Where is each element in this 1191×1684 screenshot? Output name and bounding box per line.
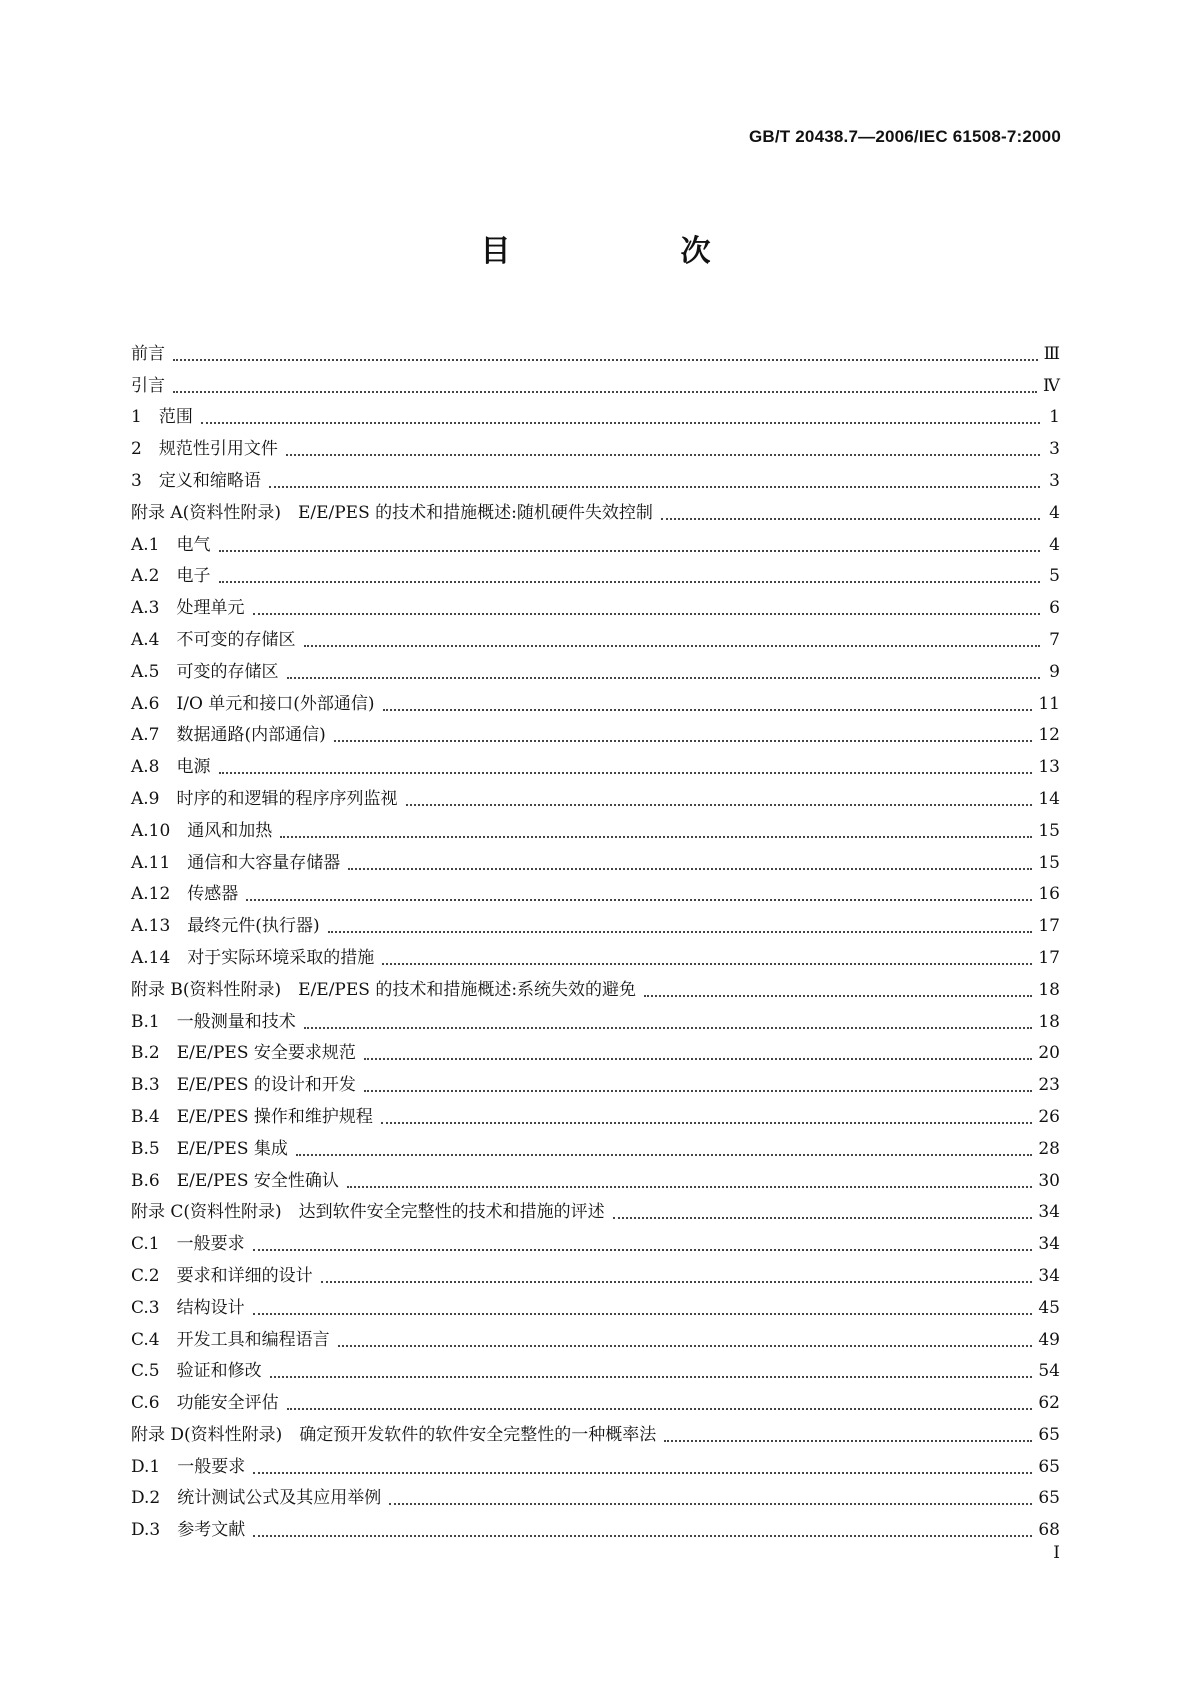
- toc-entry[interactable]: [131, 937, 1060, 969]
- dot-leader: [246, 889, 1032, 901]
- dot-leader: [334, 730, 1033, 742]
- toc-entry-page: 11: [1038, 693, 1060, 714]
- dot-leader: [219, 571, 1041, 583]
- dot-leader: [406, 794, 1033, 806]
- toc-entry-label: C.6 功能安全评估: [131, 1393, 279, 1414]
- toc-entry-page: 3: [1049, 470, 1060, 491]
- toc-entry[interactable]: [131, 1096, 1060, 1128]
- dot-leader: [348, 858, 1032, 870]
- toc-entry-label: C.2 要求和详细的设计: [131, 1265, 313, 1286]
- toc-entry[interactable]: [131, 1255, 1060, 1287]
- dot-leader: [269, 476, 1040, 488]
- toc-entry[interactable]: [131, 1351, 1060, 1383]
- toc-entry[interactable]: [131, 428, 1060, 460]
- toc-entry[interactable]: [131, 492, 1060, 524]
- toc-entry-page: 3: [1049, 439, 1060, 460]
- toc-entry-page: 34: [1038, 1265, 1060, 1286]
- toc-entry-label: A.5 可变的存储区: [131, 661, 279, 682]
- dot-leader: [287, 1398, 1033, 1410]
- toc-entry-label: B.2 E/E/PES 安全要求规范: [131, 1043, 356, 1064]
- toc-entry-page: 12: [1038, 725, 1060, 746]
- dot-leader: [201, 412, 1040, 424]
- toc-entry-page: Ⅲ: [1043, 343, 1060, 364]
- toc-entry-label: A.9 时序的和逻辑的程序序列监视: [131, 788, 398, 809]
- toc-entry-label: B.4 E/E/PES 操作和维护规程: [131, 1106, 373, 1127]
- toc-entry[interactable]: [131, 1382, 1060, 1414]
- toc-entry-page: 65: [1038, 1488, 1060, 1509]
- toc-entry-page: 1: [1049, 407, 1060, 428]
- toc-entry[interactable]: [131, 683, 1060, 715]
- toc-entry-page: 13: [1038, 757, 1060, 778]
- toc-entry-label: 2 规范性引用文件: [131, 439, 278, 460]
- toc-entry-label: A.13 最终元件(执行器): [131, 916, 320, 937]
- dot-leader: [296, 1144, 1032, 1156]
- toc-entry-label: D.2 统计测试公式及其应用举例: [131, 1488, 382, 1509]
- toc-entry[interactable]: [131, 1001, 1060, 1033]
- toc-entry-page: 54: [1038, 1361, 1060, 1382]
- toc-entry-page: 23: [1038, 1075, 1060, 1096]
- dot-leader: [644, 985, 1032, 997]
- toc-entry[interactable]: [131, 587, 1060, 619]
- toc-entry[interactable]: [131, 1414, 1060, 1446]
- toc-entry-label: C.4 开发工具和编程语言: [131, 1329, 330, 1350]
- toc-entry[interactable]: [131, 1033, 1060, 1065]
- dot-leader: [253, 1462, 1032, 1474]
- toc-entry[interactable]: [131, 460, 1060, 492]
- toc-entry-label: 引言: [131, 375, 165, 396]
- toc-entry-label: D.1 一般要求: [131, 1456, 246, 1477]
- toc-entry-page: 30: [1038, 1170, 1060, 1191]
- toc-entry-label: B.6 E/E/PES 安全性确认: [131, 1170, 339, 1191]
- toc-entry-label: D.3 参考文献: [131, 1520, 246, 1541]
- toc-entry[interactable]: [131, 746, 1060, 778]
- dot-leader: [304, 1017, 1033, 1029]
- dot-leader: [389, 1493, 1032, 1505]
- dot-leader: [253, 1525, 1032, 1537]
- toc-entry[interactable]: [131, 874, 1060, 906]
- dot-leader: [613, 1207, 1033, 1219]
- toc-entry-label: A.8 电源: [131, 757, 211, 778]
- dot-leader: [253, 603, 1041, 615]
- toc-entry[interactable]: [131, 715, 1060, 747]
- toc-entry-label: A.6 I/O 单元和接口(外部通信): [131, 693, 375, 714]
- toc-entry-page: 20: [1038, 1043, 1060, 1064]
- toc-entry-label: C.1 一般要求: [131, 1234, 245, 1255]
- toc-entry-page: 65: [1038, 1456, 1060, 1477]
- toc-entry-page: 17: [1038, 916, 1060, 937]
- toc-entry-page: 62: [1038, 1393, 1060, 1414]
- dot-leader: [253, 1239, 1033, 1251]
- toc-entry[interactable]: [131, 1128, 1060, 1160]
- toc-entry-label: 1 范围: [131, 407, 193, 428]
- dot-leader: [253, 1303, 1033, 1315]
- toc-entry-page: 28: [1038, 1138, 1060, 1159]
- standard-code: GB/T 20438.7—2006/IEC 61508-7:2000: [748, 127, 1061, 146]
- toc-entry-label: C.5 验证和修改: [131, 1361, 262, 1382]
- toc-entry-label: B.1 一般测量和技术: [131, 1011, 296, 1032]
- dot-leader: [219, 540, 1041, 552]
- page-title: 目 次: [480, 234, 781, 269]
- toc-entry[interactable]: [131, 619, 1060, 651]
- page-number: Ⅰ: [1053, 1543, 1060, 1563]
- dot-leader: [347, 1176, 1032, 1188]
- dot-leader: [304, 635, 1041, 647]
- dot-leader: [338, 1335, 1033, 1347]
- dot-leader: [364, 1048, 1032, 1060]
- toc-entry-page: 14: [1038, 788, 1060, 809]
- toc-entry[interactable]: [131, 1287, 1060, 1319]
- toc-entry[interactable]: [131, 397, 1060, 429]
- toc-entry-page: 4: [1049, 534, 1060, 555]
- toc-entry-page: 15: [1038, 820, 1060, 841]
- toc-entry-page: 18: [1038, 979, 1060, 1000]
- toc-entry[interactable]: [131, 1064, 1060, 1096]
- toc-entry-page: 15: [1038, 852, 1060, 873]
- toc-entry[interactable]: [131, 778, 1060, 810]
- toc-entry-label: 附录 B(资料性附录) E/E/PES 的技术和措施概述:系统失效的避免: [131, 979, 637, 1000]
- toc-entry-page: 17: [1038, 947, 1060, 968]
- toc-entry-label: C.3 结构设计: [131, 1297, 245, 1318]
- dot-leader: [321, 1271, 1033, 1283]
- toc-entry-label: 3 定义和缩略语: [131, 470, 261, 491]
- toc-entry-label: A.3 处理单元: [131, 598, 245, 619]
- toc-entry[interactable]: [131, 1160, 1060, 1192]
- dot-leader: [219, 762, 1033, 774]
- dot-leader: [661, 508, 1040, 520]
- dot-leader: [381, 1112, 1032, 1124]
- toc-entry-label: A.14 对于实际环境采取的措施: [131, 947, 375, 968]
- toc-entry-label: 附录 D(资料性附录) 确定预开发软件的软件安全完整性的一种概率法: [131, 1424, 657, 1445]
- toc-entry-label: 前言: [131, 343, 165, 364]
- toc-entry[interactable]: [131, 1223, 1060, 1255]
- toc-entry[interactable]: [131, 1509, 1060, 1541]
- toc-entry-page: 7: [1049, 629, 1060, 650]
- toc-entry[interactable]: [131, 1446, 1060, 1478]
- toc-entry-page: 34: [1038, 1234, 1060, 1255]
- toc-entry-label: A.2 电子: [131, 566, 211, 587]
- toc-entry[interactable]: [131, 1319, 1060, 1351]
- dot-leader: [664, 1430, 1032, 1442]
- toc-entry[interactable]: [131, 651, 1060, 683]
- dot-leader: [173, 381, 1037, 393]
- toc-entry-page: 4: [1049, 502, 1060, 523]
- toc-entry-page: 16: [1038, 884, 1060, 905]
- toc-entry[interactable]: [131, 1192, 1060, 1224]
- dot-leader: [364, 1080, 1032, 1092]
- toc-entry-page: 68: [1038, 1520, 1060, 1541]
- toc-entry-page: 5: [1049, 566, 1060, 587]
- toc-entry-page: 65: [1038, 1424, 1060, 1445]
- toc-entry-label: B.5 E/E/PES 集成: [131, 1138, 288, 1159]
- dot-leader: [286, 444, 1040, 456]
- dot-leader: [280, 826, 1032, 838]
- toc-entry-page: 49: [1038, 1329, 1060, 1350]
- toc-entry-label: 附录 A(资料性附录) E/E/PES 的技术和措施概述:随机硬件失效控制: [131, 502, 653, 523]
- toc-entry[interactable]: [131, 969, 1060, 1001]
- dot-leader: [383, 699, 1033, 711]
- toc-entry-label: A.4 不可变的存储区: [131, 629, 296, 650]
- toc-entry-label: A.12 传感器: [131, 884, 239, 905]
- dot-leader: [382, 953, 1032, 965]
- dot-leader: [328, 921, 1033, 933]
- toc-entry-label: 附录 C(资料性附录) 达到软件安全完整性的技术和措施的评述: [131, 1202, 605, 1223]
- toc-entry-page: 26: [1038, 1106, 1060, 1127]
- toc-entry[interactable]: [131, 1478, 1060, 1510]
- toc-entry-page: 45: [1038, 1297, 1060, 1318]
- toc-entry[interactable]: [131, 333, 1060, 365]
- toc-entry[interactable]: [131, 524, 1060, 556]
- dot-leader: [287, 667, 1041, 679]
- toc-entry[interactable]: [131, 842, 1060, 874]
- dot-leader: [270, 1366, 1033, 1378]
- toc-entry[interactable]: [131, 365, 1060, 397]
- toc-entry-label: A.7 数据通路(内部通信): [131, 725, 326, 746]
- toc-entry-page: Ⅳ: [1043, 375, 1060, 396]
- toc-entry[interactable]: [131, 905, 1060, 937]
- toc-entry-label: A.11 通信和大容量存储器: [131, 852, 341, 873]
- toc-entry-page: 6: [1049, 598, 1060, 619]
- toc-entry-page: 18: [1038, 1011, 1060, 1032]
- toc-entry-page: 34: [1038, 1202, 1060, 1223]
- toc-entry-page: 9: [1049, 661, 1060, 682]
- toc-entry[interactable]: [131, 810, 1060, 842]
- toc-entry[interactable]: [131, 556, 1060, 588]
- dot-leader: [173, 349, 1038, 361]
- toc-entry-label: A.10 通风和加热: [131, 820, 273, 841]
- toc-entry-label: A.1 电气: [131, 534, 211, 555]
- toc-entry-label: B.3 E/E/PES 的设计和开发: [131, 1075, 356, 1096]
- table-of-contents: [131, 333, 1060, 1541]
